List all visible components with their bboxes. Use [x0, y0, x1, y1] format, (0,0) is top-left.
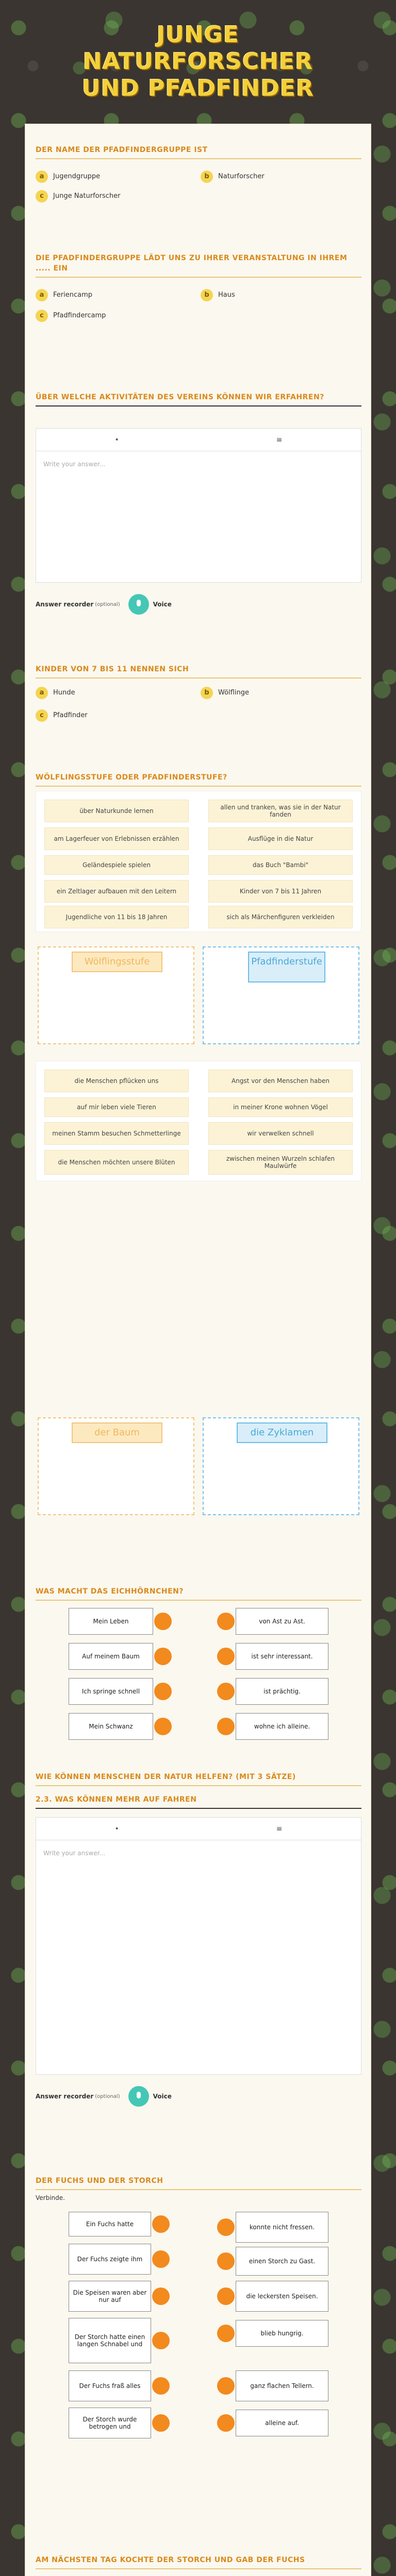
question-title: DIE PFADFINDERGRUPPE LÄDT UNS ZU IHRER VERANSTALTUNG IN IHREM ..... EIN [36, 254, 348, 273]
match-right[interactable]: einen Storch zu Gast. [236, 2247, 328, 2276]
list-tool[interactable]: ≡ [276, 435, 283, 444]
divider [36, 1808, 361, 1809]
drag-item[interactable]: das Buch "Bambi" [208, 855, 353, 875]
recorder-label: Answer recorder [36, 601, 94, 608]
option-badge: c [36, 709, 48, 722]
drag-item[interactable]: am Lagerfeuer von Erlebnissen erzählen [44, 827, 189, 850]
match-handle[interactable] [217, 1683, 235, 1700]
drag-item[interactable]: Kinder von 7 bis 11 Jahren [208, 880, 353, 903]
header [0, 0, 396, 124]
option-badge: b [201, 171, 213, 183]
option-text: Wölflinge [218, 689, 249, 697]
answer-recorder [36, 2086, 172, 2107]
answer-box[interactable] [36, 1817, 361, 2075]
match-left[interactable]: Ich springe schnell [69, 1678, 153, 1705]
category-label: der Baum [72, 1422, 162, 1443]
drag-item[interactable]: Angst vor den Menschen haben [208, 1070, 353, 1092]
match-right[interactable]: wohne ich alleine. [236, 1713, 328, 1740]
answer-box[interactable] [36, 428, 361, 583]
match-right[interactable]: ist prächtig. [236, 1678, 328, 1705]
drag-item[interactable]: Jugendliche von 11 bis 18 Jahren [44, 906, 189, 928]
question-3 [36, 392, 361, 619]
match-right[interactable]: alleine auf. [236, 2410, 328, 2436]
recorder-label: Answer recorder [36, 2093, 94, 2100]
match-handle[interactable] [154, 1718, 172, 1735]
page-title: JUNGE NATURFORSCHER UND PFADFINDER [82, 22, 314, 101]
match-handle[interactable] [152, 2377, 170, 2395]
bullet-tool[interactable]: • [114, 1824, 119, 1833]
match-right[interactable]: ist sehr interessant. [236, 1643, 328, 1670]
answer-recorder [36, 594, 172, 615]
voice-label: Voice [153, 601, 172, 608]
question-title: WÖLFLINGSSTUFE ODER PFADFINDERSTUFE? [36, 773, 227, 782]
match-handle[interactable] [217, 2252, 235, 2270]
drag-item[interactable]: die Menschen möchten unsere Blüten [44, 1150, 189, 1175]
match-handle[interactable] [154, 1683, 172, 1700]
option-badge: b [201, 289, 213, 301]
question-title: DER NAME DER PFADFINDERGRUPPE IST [36, 146, 208, 154]
option-a[interactable] [36, 687, 75, 699]
option-text: Pfadfindercamp [53, 312, 106, 319]
divider [36, 2568, 361, 2569]
divider [36, 405, 361, 406]
match-right[interactable]: ganz flachen Tellern. [236, 2370, 328, 2401]
drag-item[interactable]: auf mir leben viele Tieren [44, 1097, 189, 1117]
drag-item[interactable]: sich als Märchenfiguren verkleiden [208, 906, 353, 928]
option-badge: c [36, 310, 48, 322]
dropzone-left[interactable] [38, 1417, 194, 1515]
question-4 [36, 664, 361, 719]
match-right[interactable]: von Ast zu Ast. [236, 1608, 328, 1635]
category-label: die Zyklamen [237, 1422, 327, 1443]
drag-item[interactable]: über Naturkunde lernen [44, 800, 189, 822]
option-text: Hunde [53, 689, 75, 697]
option-b[interactable] [201, 171, 265, 183]
match-handle[interactable] [152, 2215, 170, 2233]
match-handle[interactable] [154, 1648, 172, 1665]
question-2 [36, 253, 361, 319]
divider [36, 1785, 361, 1786]
divider [36, 2189, 361, 2190]
drag-item[interactable]: ein Zeltlager aufbauen mit den Leitern [44, 880, 189, 903]
match-handle[interactable] [152, 2287, 170, 2305]
editor-toolbar [36, 1818, 361, 1840]
question-title: ÜBER WELCHE AKTIVITÄTEN DES VEREINS KÖNNEN WIR ERFAHREN? [36, 393, 324, 401]
question-title: DER FUCHS UND DER STORCH [36, 2177, 163, 2185]
match-handle[interactable] [152, 2414, 170, 2432]
match-right[interactable]: konnte nicht fressen. [236, 2212, 328, 2243]
voice-label: Voice [153, 2093, 172, 2100]
match-left[interactable]: Die Speisen waren aber nur auf [69, 2281, 151, 2312]
match-left[interactable]: Der Storch hatte einen langen Schnabel und [69, 2318, 151, 2363]
instruction: Verbinde. [36, 2194, 65, 2201]
drag-item[interactable]: zwischen meinen Wurzeln schlafen Maulwürfe [208, 1150, 353, 1175]
dropzone-right[interactable] [203, 1417, 359, 1515]
divider [36, 786, 361, 787]
question-subtitle: 2.3. WAS KÖNNEN MEHR AUF FAHREN [36, 1795, 197, 1804]
bullet-tool[interactable]: • [114, 435, 119, 444]
match-left[interactable]: Mein Leben [69, 1608, 153, 1635]
divider [36, 158, 361, 159]
dropzone-left[interactable] [38, 946, 194, 1044]
answer-placeholder[interactable]: Write your answer... [43, 1850, 105, 1857]
match-right[interactable]: die leckersten Speisen. [236, 2281, 328, 2312]
option-badge: a [36, 289, 48, 301]
option-b[interactable] [201, 289, 235, 301]
option-text: Jugendgruppe [53, 173, 101, 180]
option-text: Feriencamp [53, 291, 92, 299]
match-left[interactable]: Der Storch wurde betrogen und [69, 2408, 151, 2438]
match-handle[interactable] [217, 2414, 235, 2432]
question-title: KINDER VON 7 BIS 11 NENNEN SICH [36, 665, 189, 673]
worksheet [25, 124, 371, 2576]
category-label: Wölflingsstufe [72, 952, 162, 972]
microphone-icon[interactable] [128, 594, 149, 615]
answer-placeholder[interactable]: Write your answer... [43, 461, 105, 468]
match-handle[interactable] [217, 2287, 235, 2305]
match-left[interactable]: Der Fuchs fraß alles [69, 2370, 151, 2401]
question-title: AM NÄCHSTEN TAG KOCHTE DER STORCH UND GAB DER FUCHS [36, 2556, 305, 2564]
option-badge: c [36, 190, 48, 202]
option-badge: a [36, 687, 48, 699]
match-handle[interactable] [217, 1718, 235, 1735]
match-handle[interactable] [217, 1648, 235, 1665]
drag-item[interactable]: in meiner Krone wohnen Vögel [208, 1097, 353, 1117]
list-tool[interactable]: ≡ [276, 1824, 283, 1833]
recorder-optional: (optional) [95, 601, 120, 607]
option-b[interactable] [201, 687, 249, 699]
divider [36, 277, 361, 278]
microphone-icon[interactable] [128, 2086, 149, 2107]
option-c[interactable] [36, 190, 120, 202]
question-9 [36, 2176, 361, 2464]
option-text: Pfadfinder [53, 711, 88, 719]
drag-item[interactable]: meinen Stamm besuchen Schmetterlinge [44, 1122, 189, 1145]
drag-item[interactable]: Ausflüge in die Natur [208, 827, 353, 850]
question-title: WIE KÖNNEN MENSCHEN DER NATUR HELFEN? (MIT 3 SÄTZE) [36, 1773, 296, 1781]
match-handle[interactable] [152, 2250, 170, 2268]
match-handle[interactable] [217, 1613, 235, 1630]
match-handle[interactable] [217, 2377, 235, 2395]
question-8 [36, 1772, 361, 2100]
option-text: Naturforscher [218, 173, 265, 180]
category-label: Pfadfinderstufe [248, 952, 325, 982]
option-a[interactable] [36, 171, 100, 183]
items-pool [36, 791, 361, 932]
divider [36, 677, 361, 679]
match-left[interactable]: Der Fuchs zeigte ihm [69, 2244, 151, 2275]
match-right[interactable]: blieb hungrig. [236, 2320, 328, 2347]
option-c[interactable] [36, 310, 106, 322]
dropzone-right[interactable] [203, 946, 359, 1044]
drag-item[interactable]: wir verwelken schnell [208, 1122, 353, 1145]
question-10 [36, 2555, 361, 2576]
option-c[interactable] [36, 709, 88, 722]
match-handle[interactable] [152, 2332, 170, 2349]
editor-toolbar [36, 429, 361, 451]
divider [36, 1600, 361, 1601]
drag-item[interactable]: Geländespiele spielen [44, 855, 189, 875]
question-1 [36, 145, 361, 200]
match-handle[interactable] [154, 1613, 172, 1630]
option-badge: a [36, 171, 48, 183]
recorder-optional: (optional) [95, 2093, 120, 2099]
match-left[interactable]: Auf meinem Baum [69, 1643, 153, 1670]
match-left[interactable]: Ein Fuchs hatte [69, 2212, 151, 2236]
question-7 [36, 1586, 361, 1746]
match-left[interactable]: Mein Schwanz [69, 1713, 153, 1740]
match-handle[interactable] [217, 2325, 235, 2342]
question-title: WAS MACHT DAS EICHHÖRNCHEN? [36, 1587, 184, 1596]
drag-item[interactable]: allen und tranken, was sie in der Natur fanden [208, 800, 353, 822]
option-text: Haus [218, 291, 235, 299]
items-pool [36, 1061, 361, 1181]
drag-item[interactable]: die Menschen pflücken uns [44, 1070, 189, 1092]
question-5 [36, 772, 361, 1195]
option-badge: b [201, 687, 213, 699]
option-text: Junge Naturforscher [53, 192, 121, 200]
option-a[interactable] [36, 289, 92, 301]
match-handle[interactable] [217, 2218, 235, 2236]
